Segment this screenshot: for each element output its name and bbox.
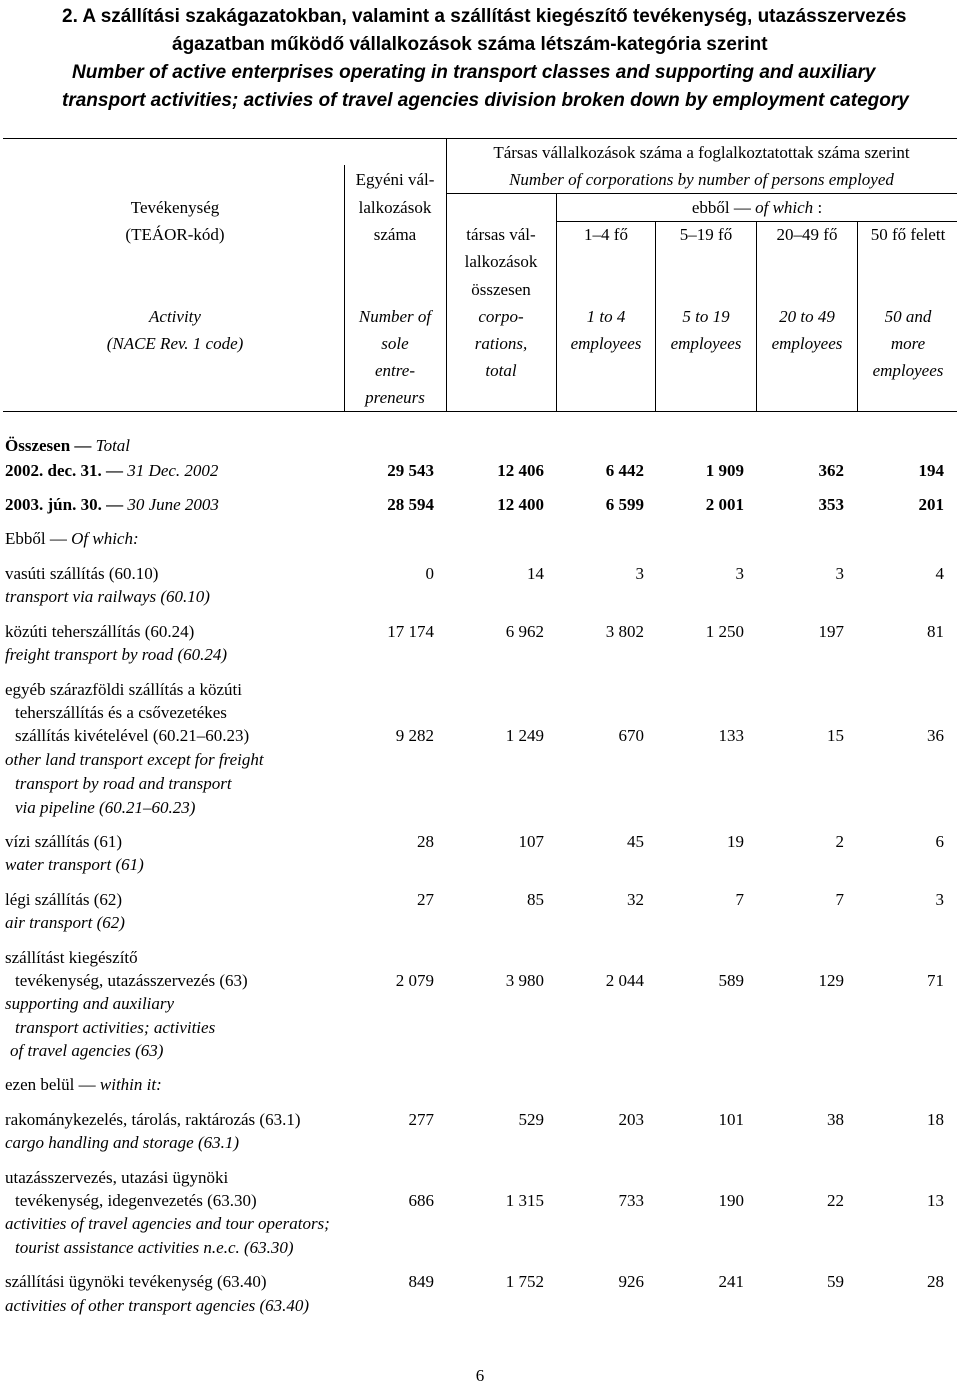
header-band-2-en-2: employees (670, 334, 742, 353)
corp-group-rule (446, 193, 957, 194)
within-label-en: within it: (99, 1075, 162, 1094)
header-corp-total-hu-2: lalkozások (464, 252, 538, 271)
row-other-land-hu-3: szállítás kivételével (60.21–60.23) (15, 726, 250, 745)
date-row-1-value-1: 29 543 (387, 461, 434, 480)
date-row-1-value-5: 362 (818, 461, 844, 480)
date-row-1-hu: 2002. dec. 31. — (5, 461, 128, 480)
row-cargo-value-2: 529 (518, 1110, 544, 1129)
row-other-land-hu-2: teherszállítás és a csővezetékes (15, 703, 227, 722)
row-supporting-value-5: 129 (818, 971, 844, 990)
row-water-value-2: 107 (518, 832, 544, 851)
header-of-which-colon: : (813, 198, 823, 217)
header-of-which-hu: ebből — (691, 198, 756, 217)
row-cargo-hu: rakománykezelés, tárolás, raktározás (63.1) (5, 1110, 301, 1129)
row-supporting-value-4: 589 (718, 971, 744, 990)
row-cargo-value-6: 18 (927, 1110, 944, 1129)
header-band-2-en-1: 5 to 19 (682, 307, 730, 326)
row-other-land-value-2: 1 249 (505, 726, 544, 745)
header-sole-en-3: entre- (375, 361, 415, 380)
title-line-3: Number of active enterprises operating in transport classes and supporting and auxiliary (72, 62, 876, 83)
header-sole-hu-3: száma (373, 225, 417, 244)
row-supporting-value-3: 2 044 (605, 971, 644, 990)
row-water-value-1: 28 (417, 832, 434, 851)
date-row-2-hu: 2003. jún. 30. — (5, 495, 128, 514)
date-row-2-value-2: 12 400 (497, 495, 544, 514)
date-row-1-en: 31 Dec. 2002 (127, 461, 219, 480)
row-agencies-value-3: 926 (618, 1272, 644, 1291)
title-line-4: transport activities; activies of travel agencies division broken down by employment category (62, 90, 909, 111)
row-travel-value-3: 733 (618, 1191, 644, 1210)
row-water-en: water transport (61) (5, 855, 144, 874)
header-band-3-en-1: 20 to 49 (779, 307, 835, 326)
row-freight-road-value-2: 6 962 (505, 622, 544, 641)
row-supporting-hu-2: tevékenység, utazásszervezés (63) (15, 971, 248, 990)
row-railways-value-1: 0 (425, 564, 434, 583)
date-row-1-value-3: 6 442 (605, 461, 644, 480)
of-which-label-hu: Ebből — (5, 529, 72, 548)
header-activity-hu-2: (TEÁOR-kód) (125, 225, 225, 244)
row-other-land-en-1: other land transport except for freight (5, 750, 264, 769)
header-corp-group-en: Number of corporations by number of persons employed (509, 170, 894, 189)
row-agencies-value-5: 59 (827, 1272, 844, 1291)
row-water-value-3: 45 (627, 832, 644, 851)
date-row-1-value-2: 12 406 (497, 461, 544, 480)
date-row-2-value-3: 6 599 (605, 495, 644, 514)
row-railways-value-2: 14 (527, 564, 544, 583)
row-cargo-value-1: 277 (408, 1110, 434, 1129)
row-agencies-value-1: 849 (408, 1272, 434, 1291)
header-band-1-en-1: 1 to 4 (586, 307, 626, 326)
row-supporting-value-6: 71 (927, 971, 944, 990)
row-travel-value-6: 13 (927, 1191, 944, 1210)
date-row-1-label (5, 461, 218, 481)
row-railways-value-5: 3 (835, 564, 844, 583)
row-cargo-en: cargo handling and storage (63.1) (5, 1133, 240, 1152)
header-band-3-hu: 20–49 fő (776, 225, 838, 244)
total-label-en: Total (95, 436, 131, 455)
row-agencies-value-6: 28 (927, 1272, 944, 1291)
header-sole-hu-1: Egyéni vál- (355, 170, 435, 189)
title-line-1: 2. A szállítási szakágazatokban, valamint a szállítást kiegészítő tevékenység, utazásszervezés (62, 6, 907, 27)
row-freight-road-en: freight transport by road (60.24) (5, 645, 228, 664)
row-supporting-en-1: supporting and auxiliary (5, 994, 175, 1013)
row-freight-road-value-5: 197 (818, 622, 844, 641)
row-other-land-value-4: 133 (718, 726, 744, 745)
header-corp-total-hu-1: társas vál- (466, 225, 536, 244)
header-band-4-en-2: more (890, 334, 926, 353)
header-sole-en-4: preneurs (365, 388, 425, 407)
within-label-hu: ezen belül — (5, 1075, 100, 1094)
row-air-value-6: 3 (935, 890, 944, 909)
total-label (5, 436, 130, 456)
row-travel-hu-1: utazásszervezés, utazási ügynöki (5, 1168, 229, 1187)
header-corp-total-hu-3: összesen (471, 280, 531, 299)
page-number: 6 (475, 1366, 485, 1385)
row-supporting-value-2: 3 980 (505, 971, 544, 990)
row-other-land-value-6: 36 (927, 726, 944, 745)
row-other-land-value-3: 670 (618, 726, 644, 745)
header-corp-group-hu: Társas vállalkozások száma a foglalkoztatottak száma szerint (493, 143, 910, 162)
row-railways-value-3: 3 (635, 564, 644, 583)
row-other-land-hu-1: egyéb szárazföldi szállítás a közúti (5, 680, 242, 699)
row-cargo-value-4: 101 (718, 1110, 744, 1129)
row-air-en: air transport (62) (5, 913, 125, 932)
row-other-land-value-5: 15 (827, 726, 844, 745)
row-agencies-hu: szállítási ügynöki tevékenység (63.40) (5, 1272, 267, 1291)
date-row-2-label (5, 495, 219, 515)
date-row-2-value-1: 28 594 (387, 495, 434, 514)
row-travel-value-5: 22 (827, 1191, 844, 1210)
header-of-which (557, 198, 957, 218)
header-sole-hu-2: lalkozások (358, 198, 432, 217)
date-row-2-en: 30 June 2003 (127, 495, 219, 514)
row-agencies-value-4: 241 (718, 1272, 744, 1291)
header-top-rule (3, 138, 957, 139)
row-supporting-hu-1: szállítást kiegészítő (5, 948, 138, 967)
header-corp-total-en-2: rations, (474, 334, 528, 353)
header-sole-en-1: Number of (358, 307, 432, 326)
row-railways-en: transport via railways (60.10) (5, 587, 210, 606)
row-travel-en-2: tourist assistance activities n.e.c. (63.30) (15, 1238, 294, 1257)
of-which-label (5, 529, 139, 549)
row-railways-value-6: 4 (935, 564, 944, 583)
header-band-2-hu: 5–19 fő (679, 225, 733, 244)
header-of-which-en: of which (755, 198, 814, 217)
header-bottom-rule (3, 411, 957, 412)
row-other-land-en-3: via pipeline (60.21–60.23) (15, 798, 196, 817)
row-travel-value-4: 190 (718, 1191, 744, 1210)
row-air-hu: légi szállítás (62) (5, 890, 123, 909)
row-travel-value-2: 1 315 (505, 1191, 544, 1210)
row-water-value-5: 2 (835, 832, 844, 851)
title-line-2: ágazatban működő vállalkozások száma létszám-kategória szerint (172, 34, 768, 55)
header-band-4-en-3: employees (872, 361, 944, 380)
row-other-land-value-1: 9 282 (395, 726, 434, 745)
date-row-2-value-5: 353 (818, 495, 844, 514)
header-band-1-hu: 1–4 fő (584, 225, 628, 244)
row-water-value-6: 6 (935, 832, 944, 851)
row-freight-road-value-6: 81 (927, 622, 944, 641)
row-freight-road-value-3: 3 802 (605, 622, 644, 641)
header-band-4-en-1: 50 and (884, 307, 932, 326)
row-cargo-value-5: 38 (827, 1110, 844, 1129)
row-freight-road-hu: közúti teherszállítás (60.24) (5, 622, 195, 641)
header-activity-en-2: (NACE Rev. 1 code) (106, 334, 244, 353)
row-cargo-value-3: 203 (618, 1110, 644, 1129)
date-row-2-value-6: 201 (918, 495, 944, 514)
row-travel-value-1: 686 (408, 1191, 434, 1210)
header-activity-en-1: Activity (149, 307, 201, 326)
header-band-3-en-2: employees (771, 334, 843, 353)
header-band-4-hu: 50 fő felett (870, 225, 946, 244)
row-air-value-1: 27 (417, 890, 434, 909)
of-which-label-en: Of which: (71, 529, 139, 548)
row-other-land-en-2: transport by road and transport (15, 774, 232, 793)
row-freight-road-value-4: 1 250 (705, 622, 744, 641)
row-air-value-5: 7 (835, 890, 844, 909)
date-row-2-value-4: 2 001 (705, 495, 744, 514)
header-band-1-en-2: employees (570, 334, 642, 353)
header-corp-total-en-3: total (485, 361, 517, 380)
date-row-1-value-6: 194 (918, 461, 944, 480)
row-travel-en-1: activities of travel agencies and tour operators; (5, 1214, 330, 1233)
row-supporting-en-2: transport activities; activities (15, 1018, 216, 1037)
header-corp-total-en-1: corpo- (478, 307, 524, 326)
row-travel-hu-2: tevékenység, idegenvezetés (63.30) (15, 1191, 257, 1210)
row-freight-road-value-1: 17 174 (387, 622, 434, 641)
within-label (5, 1075, 162, 1095)
header-sole-en-2: sole (381, 334, 409, 353)
date-row-1-value-4: 1 909 (705, 461, 744, 480)
total-label-hu: Összesen — (5, 436, 96, 455)
row-air-value-4: 7 (735, 890, 744, 909)
row-water-hu: vízi szállítás (61) (5, 832, 123, 851)
row-agencies-value-2: 1 752 (505, 1272, 544, 1291)
row-agencies-en: activities of other transport agencies (63.40) (5, 1296, 310, 1315)
row-water-value-4: 19 (727, 832, 744, 851)
row-railways-value-4: 3 (735, 564, 744, 583)
row-supporting-value-1: 2 079 (395, 971, 434, 990)
row-air-value-3: 32 (627, 890, 644, 909)
header-activity-hu-1: Tevékenység (130, 198, 220, 217)
row-railways-hu: vasúti szállítás (60.10) (5, 564, 159, 583)
of-which-rule (557, 221, 957, 222)
row-supporting-en-3: of travel agencies (63) (10, 1041, 164, 1060)
row-air-value-2: 85 (527, 890, 544, 909)
